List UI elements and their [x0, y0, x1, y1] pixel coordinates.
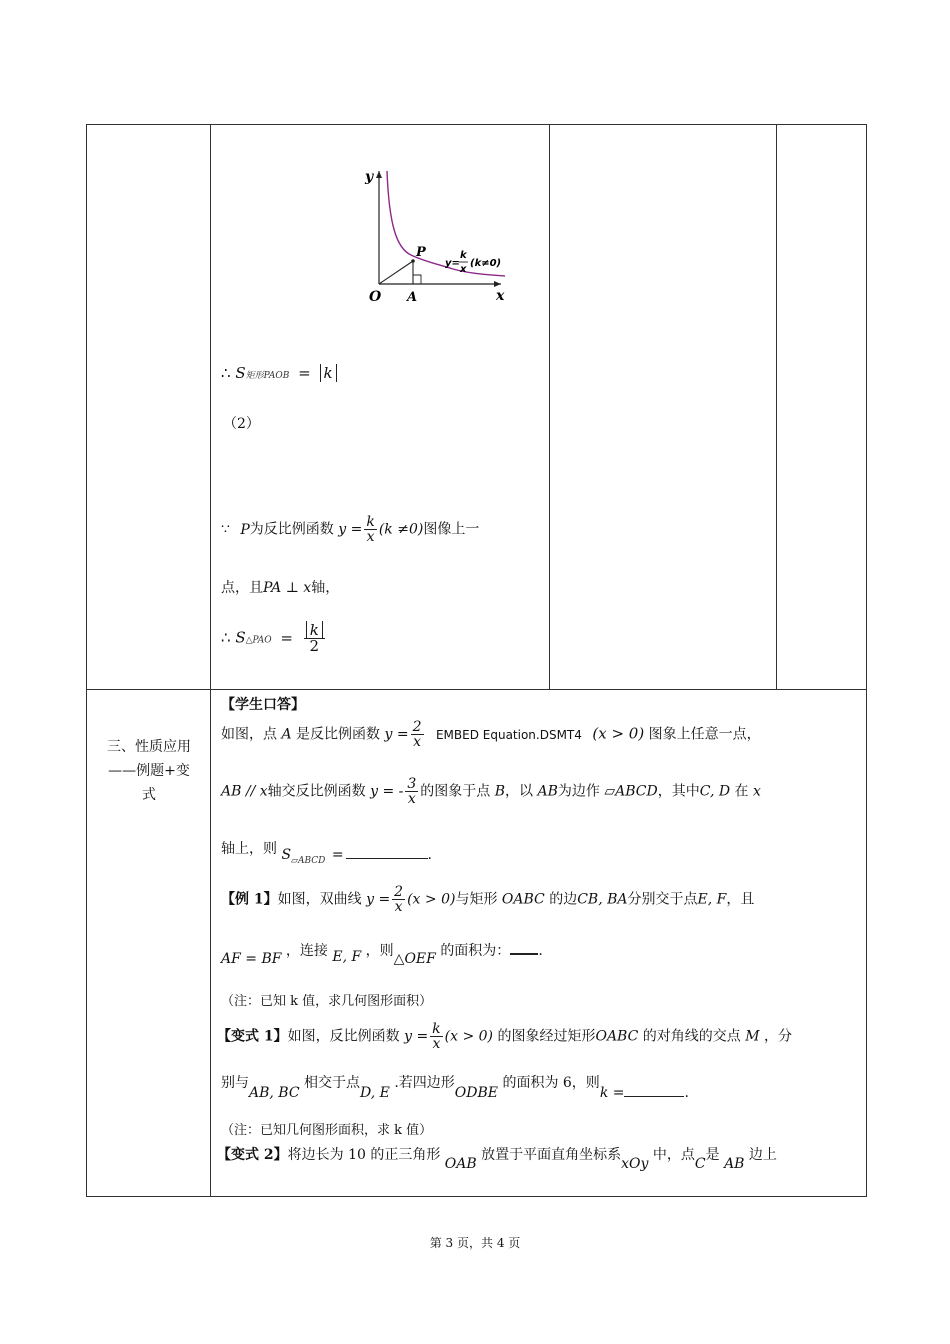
page-footer: 第 3 页，共 4 页	[429, 1236, 521, 1250]
oral-text: 图象上任意一点，	[648, 726, 761, 743]
cell-empty-3	[550, 125, 777, 690]
proof-line-area-triangle	[221, 623, 327, 654]
variant-text: 放置于平面直角坐标系	[481, 1147, 622, 1163]
cell-section-title	[87, 690, 211, 1197]
function-fraction	[392, 885, 405, 914]
variant-2-line-1	[217, 1144, 777, 1172]
variant-text: 将边长为 10 的正三角形	[287, 1147, 441, 1163]
variant-text: 的图象经过矩形	[497, 1028, 596, 1045]
function-lhs: y =	[338, 521, 363, 538]
period: .	[538, 943, 543, 959]
area-fraction	[304, 623, 325, 654]
example-tag: 【例 1】	[221, 891, 278, 908]
because-symbol: ∵	[221, 521, 230, 538]
oral-line-2	[221, 777, 761, 806]
oral-text: 的图象于点	[420, 783, 491, 800]
oral-line-1	[221, 720, 761, 749]
function-lhs: y =	[404, 1028, 429, 1045]
area-subscript: △PAO	[245, 635, 272, 646]
function-lhs: y = -	[370, 783, 404, 800]
parallelogram: ▱ABCD	[604, 783, 658, 800]
cell-examples	[211, 690, 867, 1197]
parallel-expr: AB // x	[221, 783, 268, 800]
oral-header: 【学生口答】	[221, 697, 305, 713]
fraction-denominator: x	[432, 1036, 441, 1052]
domain-condition: (x > 0)	[592, 724, 645, 743]
table-row	[87, 690, 867, 1197]
variant-text: .若四边形	[394, 1075, 455, 1091]
right-angle-mark	[413, 275, 421, 284]
fraction-denominator: x	[394, 899, 403, 915]
points: E, F	[697, 891, 727, 908]
variant-text: 的面积为 6，则	[502, 1075, 600, 1091]
inverse-function-graph	[341, 163, 521, 308]
equals-sign: =	[331, 847, 344, 863]
example-text: ，且	[726, 891, 755, 908]
section-title-line: 三、性质应用	[107, 739, 191, 755]
example-text: 如图，双曲线	[277, 891, 362, 908]
cell-proof	[211, 125, 550, 690]
point-a-label: A	[407, 290, 418, 305]
area-subscript: ▱ABCD	[291, 856, 326, 866]
function-fraction	[430, 1022, 442, 1051]
example-1-note: （注：已知 k 值，求几何图形面积）	[221, 994, 433, 1009]
func-label-cond: (k≠0)	[470, 258, 502, 269]
segment-ab: AB	[724, 1156, 745, 1172]
table-row	[87, 125, 867, 690]
sides: AB, BC	[249, 1085, 300, 1101]
variant-tag: 【变式 1】	[217, 1028, 288, 1045]
x-axis-arrow-icon	[494, 281, 501, 287]
proof-text: 轴，	[311, 580, 340, 596]
oral-text: 轴交反比例函数	[267, 783, 366, 800]
point-m: M	[745, 1028, 760, 1045]
variant-text: 如图，反比例函数	[287, 1028, 400, 1045]
cell-empty-left	[87, 125, 211, 690]
y-axis-label: y	[365, 169, 374, 185]
equals-sign: =	[298, 364, 311, 382]
oral-line-3	[221, 838, 432, 866]
part-2-label: （2）	[223, 416, 260, 432]
proof-text: 图像上一	[423, 521, 480, 538]
oral-text: 是反比例函数	[296, 726, 381, 743]
area-symbol: S	[235, 364, 246, 382]
variant-text: 的对角线的交点	[642, 1028, 741, 1045]
answer-blank[interactable]	[624, 1096, 684, 1097]
example-text: ，则	[365, 943, 394, 959]
fraction-numerator: k	[432, 1021, 441, 1037]
equals-sign: =	[280, 628, 293, 647]
fraction-numerator: 2	[412, 719, 422, 735]
domain-condition: (x > 0)	[407, 891, 456, 908]
variant-text: 别与	[221, 1075, 249, 1091]
fraction-denominator: x	[413, 734, 421, 750]
therefore-symbol: ∴	[221, 628, 231, 647]
point-p-label: P	[416, 245, 426, 260]
variant-tag: 【变式 2】	[217, 1147, 288, 1163]
abs-k: k	[320, 364, 337, 382]
sides: CB, BA	[577, 891, 628, 908]
func-label-prefix: y=	[445, 258, 460, 269]
perpendicular-expr: PA ⊥ x	[263, 580, 312, 596]
proof-line-because	[221, 515, 479, 544]
example-1-line-1	[221, 885, 754, 914]
fraction-numerator: 2	[394, 884, 404, 900]
answer-blank[interactable]	[346, 858, 428, 859]
fraction-numerator: k	[366, 514, 375, 530]
variant-1-line-1	[217, 1022, 792, 1051]
variant-1-note: （注：已知几何图形面积，求 k 值）	[221, 1123, 433, 1138]
point-b: B	[494, 783, 506, 800]
fraction-denominator: x	[366, 529, 375, 545]
section-title-line: ——例题+变	[108, 763, 190, 779]
point-p-dot	[411, 259, 415, 263]
rectangle-name: OABC	[501, 891, 545, 908]
segment-ab: AB	[537, 783, 558, 800]
function-condition: (k ≠0)	[378, 521, 424, 538]
fraction-denominator: 2	[309, 637, 320, 655]
function-fraction	[411, 720, 424, 749]
point-p: P	[240, 521, 250, 538]
example-text: 的面积为：	[440, 943, 511, 959]
variant-1-line-2	[221, 1072, 689, 1101]
example-text: ，连接	[285, 943, 328, 959]
therefore-symbol: ∴	[221, 364, 231, 382]
domain-condition: (x > 0)	[444, 1028, 494, 1045]
k-expr: k =	[599, 1085, 625, 1101]
y-axis-arrow-icon	[376, 171, 382, 178]
area-subscript-rect: 矩形	[245, 371, 264, 381]
points-cd: C, D	[699, 783, 731, 800]
proof-line-area-rect	[221, 364, 337, 382]
oral-text: 如图，点	[221, 726, 277, 743]
points: D, E	[360, 1085, 390, 1101]
variant-text: 相交于点	[304, 1075, 361, 1091]
function-lhs: y =	[384, 726, 409, 743]
proof-line-perpendicular	[221, 577, 339, 597]
triangle-name: OAB	[444, 1156, 477, 1172]
example-text: 与矩形	[455, 891, 498, 908]
equality-expr: AF = BF	[221, 951, 282, 967]
point-a: A	[281, 726, 292, 743]
x-variable: x	[752, 783, 761, 800]
section-title	[87, 735, 211, 807]
oral-text: 为边作	[557, 783, 600, 800]
oral-text: 轴上，则	[221, 841, 277, 857]
cell-empty-4	[777, 125, 867, 690]
triangle-name: △OEF	[393, 951, 436, 967]
period: .	[684, 1085, 689, 1101]
function-lhs: y =	[366, 891, 391, 908]
function-fraction	[364, 515, 376, 544]
oral-text: ，以	[505, 783, 534, 800]
variant-text: ，分	[764, 1028, 793, 1045]
lesson-table	[86, 124, 867, 1197]
variant-text: 边上	[748, 1147, 777, 1163]
example-1-line-2	[221, 940, 543, 967]
variant-text: 是	[705, 1147, 720, 1163]
func-label-den: x	[460, 264, 467, 275]
rectangle-name: OABC	[595, 1028, 639, 1045]
area-symbol: S	[281, 847, 292, 863]
point-c: C	[694, 1156, 706, 1172]
x-axis-label: x	[496, 288, 505, 304]
quadrilateral-name: ODBE	[454, 1085, 498, 1101]
proof-text: 点，且	[221, 580, 263, 596]
proof-text: 为反比例函数	[249, 521, 334, 538]
area-subscript-name: PAOB	[263, 371, 290, 381]
variant-text: 中，点	[652, 1147, 695, 1163]
embed-placeholder: EMBED Equation.DSMT4	[435, 727, 582, 742]
period: .	[427, 847, 432, 863]
coordinate-system: xOy	[621, 1156, 649, 1172]
example-text: 分别交于点	[627, 891, 698, 908]
oral-text: ，其中	[657, 783, 700, 800]
abs-k: k	[306, 621, 323, 639]
points: E, F	[332, 949, 362, 965]
area-symbol: S	[235, 628, 246, 647]
answer-blank[interactable]	[510, 953, 538, 955]
fraction-denominator: x	[407, 791, 416, 807]
segment-op	[379, 261, 413, 284]
fraction-numerator: 3	[407, 776, 417, 792]
oral-text: 在	[734, 783, 749, 800]
function-fraction	[405, 777, 418, 806]
origin-label: O	[369, 289, 382, 305]
func-label-num: k	[460, 250, 467, 261]
example-text: 的边	[549, 891, 578, 908]
section-title-line: 式	[142, 787, 156, 803]
